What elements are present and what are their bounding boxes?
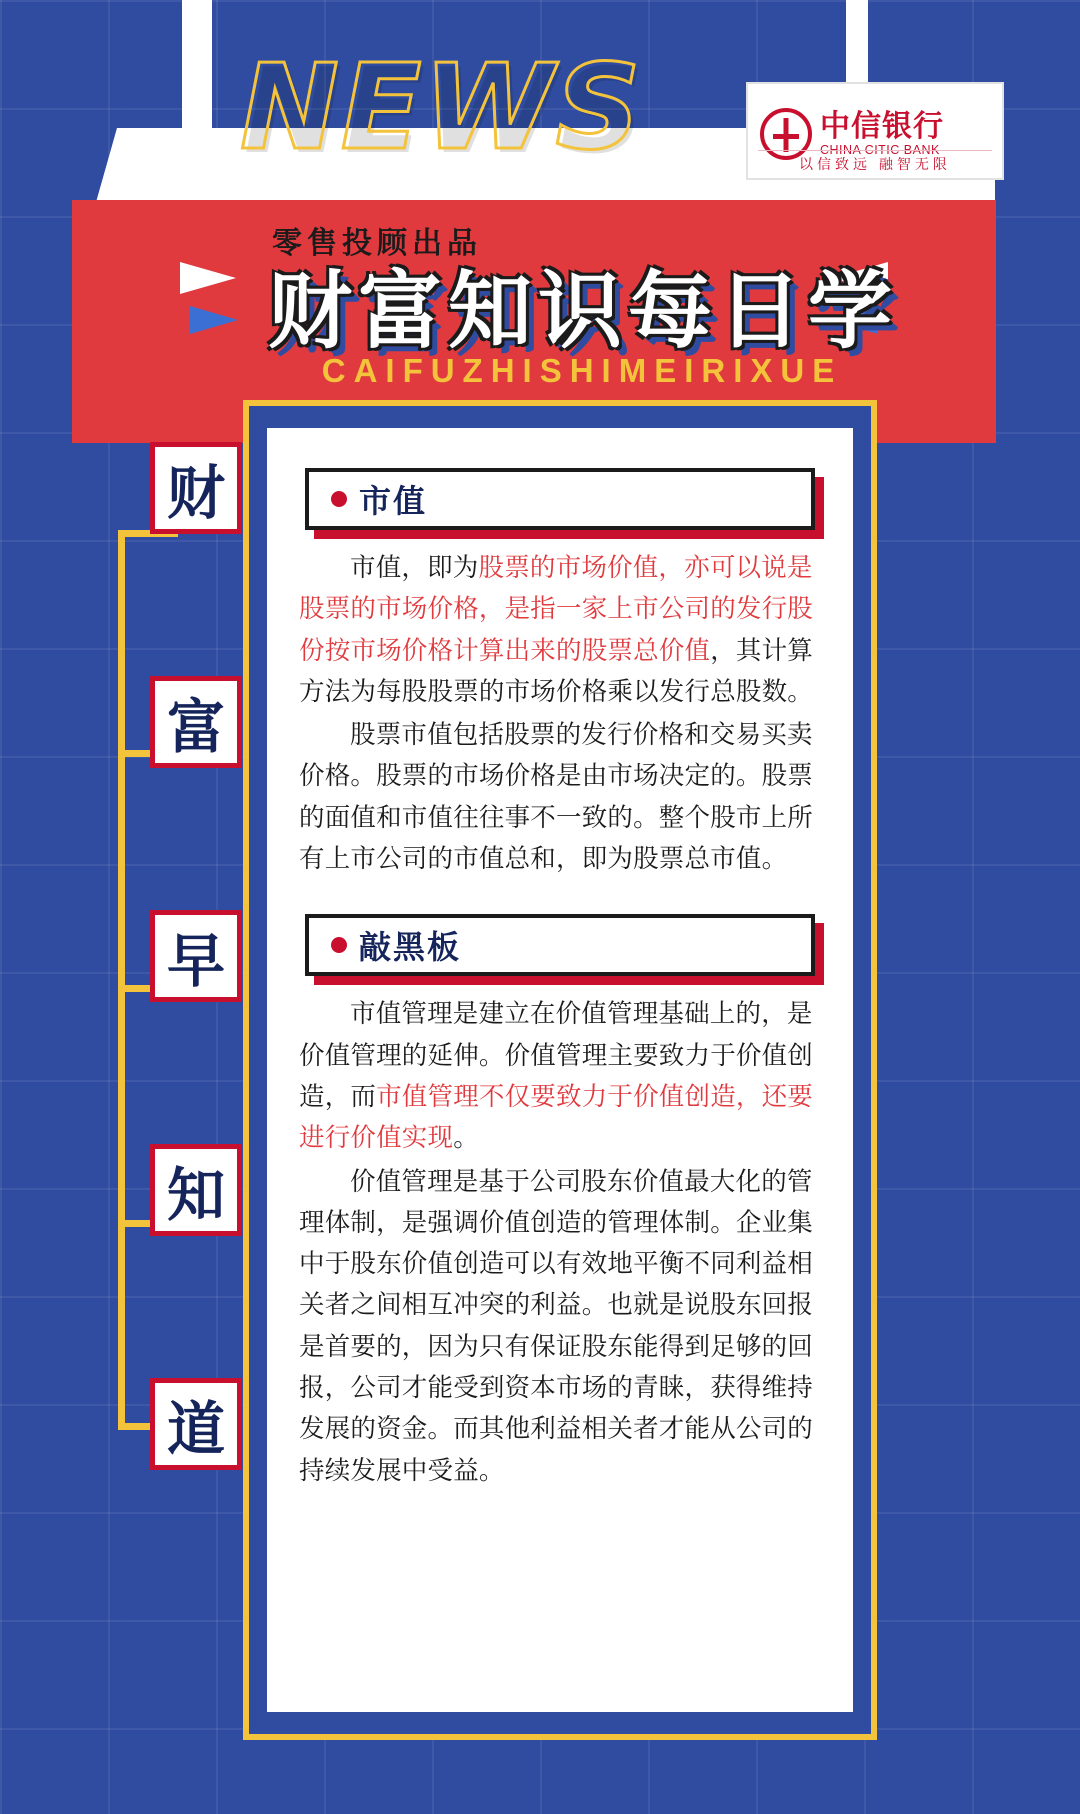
content-panel <box>243 400 877 1740</box>
bank-name-cn: 中信银行 <box>820 109 944 143</box>
arrow-left-white-icon <box>180 262 236 294</box>
rail-char-0: 财 <box>150 442 242 534</box>
bank-name-en: CHINA CITIC BANK <box>820 143 940 158</box>
highlighted-text-run: 股票的市场价值，亦可以说是股票的市场价格，是指一家上市公司的发行股份按市场价格计算出来的股票总价值 <box>299 554 814 665</box>
red-dot-icon <box>331 491 347 507</box>
text-run: 。 <box>453 1124 479 1153</box>
section-heading-text-0: 市值 <box>359 482 428 520</box>
rail-char-2: 早 <box>150 910 242 1002</box>
red-dot-icon <box>331 937 347 953</box>
news-wordmark-text: NEWS <box>240 38 643 176</box>
rail-char-3: 知 <box>150 1144 242 1236</box>
kicker-text: 零售投顾出品 <box>272 227 482 260</box>
arrow-left-blue-icon <box>190 306 238 334</box>
content-panel-inner <box>267 428 853 1712</box>
poster-title: 财富知识每日学 <box>268 262 899 360</box>
text-run: ，其计算方法为每股股票的市场价格乘以发行总股数。 <box>299 636 814 706</box>
text-run: 价值管理是基于公司股东价值最大化的管理体制，是强调价值创造的管理体制。企业集中于股东价值创造可以有效地平衡不同利益相关者之间相互冲突的利益。也就是说股东回报是首要的，因为只有保证股东能得到足够的回报，公司才能受到资本市场的青睐，获得维持发展的资金。而其他利益相关者才能从公司的持续发展中受益。 <box>299 1167 814 1485</box>
bottom-spacer <box>0 1740 1080 1814</box>
section-1-paragraph-1 <box>299 1162 821 1492</box>
poster-title-pinyin: CAIFUZHISHIMEIRIXUE <box>321 352 843 389</box>
news-wordmark <box>240 38 643 176</box>
bank-slogan: 以信致远 融智无限 <box>758 150 992 174</box>
rail-char-1: 富 <box>150 676 242 768</box>
section-heading-0 <box>305 468 815 530</box>
section-0-paragraph-1 <box>299 715 821 880</box>
section-1-paragraph-0 <box>299 994 821 1159</box>
bank-logo-card <box>746 82 1004 180</box>
flag-pole-left <box>182 0 212 140</box>
highlighted-text-run: 市值管理不仅要致力于价值创造，还要进行价值实现 <box>299 1082 814 1153</box>
text-run: 股票市值包括股票的发行价格和交易买卖价格。股票的市场价格是由市场决定的。股票的面值和市值往往事不一致的。整个股市上所有上市公司的市值总和，即为股票总市值。 <box>299 721 814 874</box>
section-0-paragraph-0 <box>299 548 821 713</box>
text-run: 市值，即为 <box>350 554 479 582</box>
rail-char-4: 道 <box>150 1378 242 1470</box>
text-run: 市值管理是建立在价值管理基础上的，是价值管理的延伸。价值管理主要致力于价值创造，而 <box>299 1000 814 1111</box>
section-heading-1 <box>305 914 815 976</box>
section-heading-text-1: 敲黑板 <box>359 928 462 967</box>
